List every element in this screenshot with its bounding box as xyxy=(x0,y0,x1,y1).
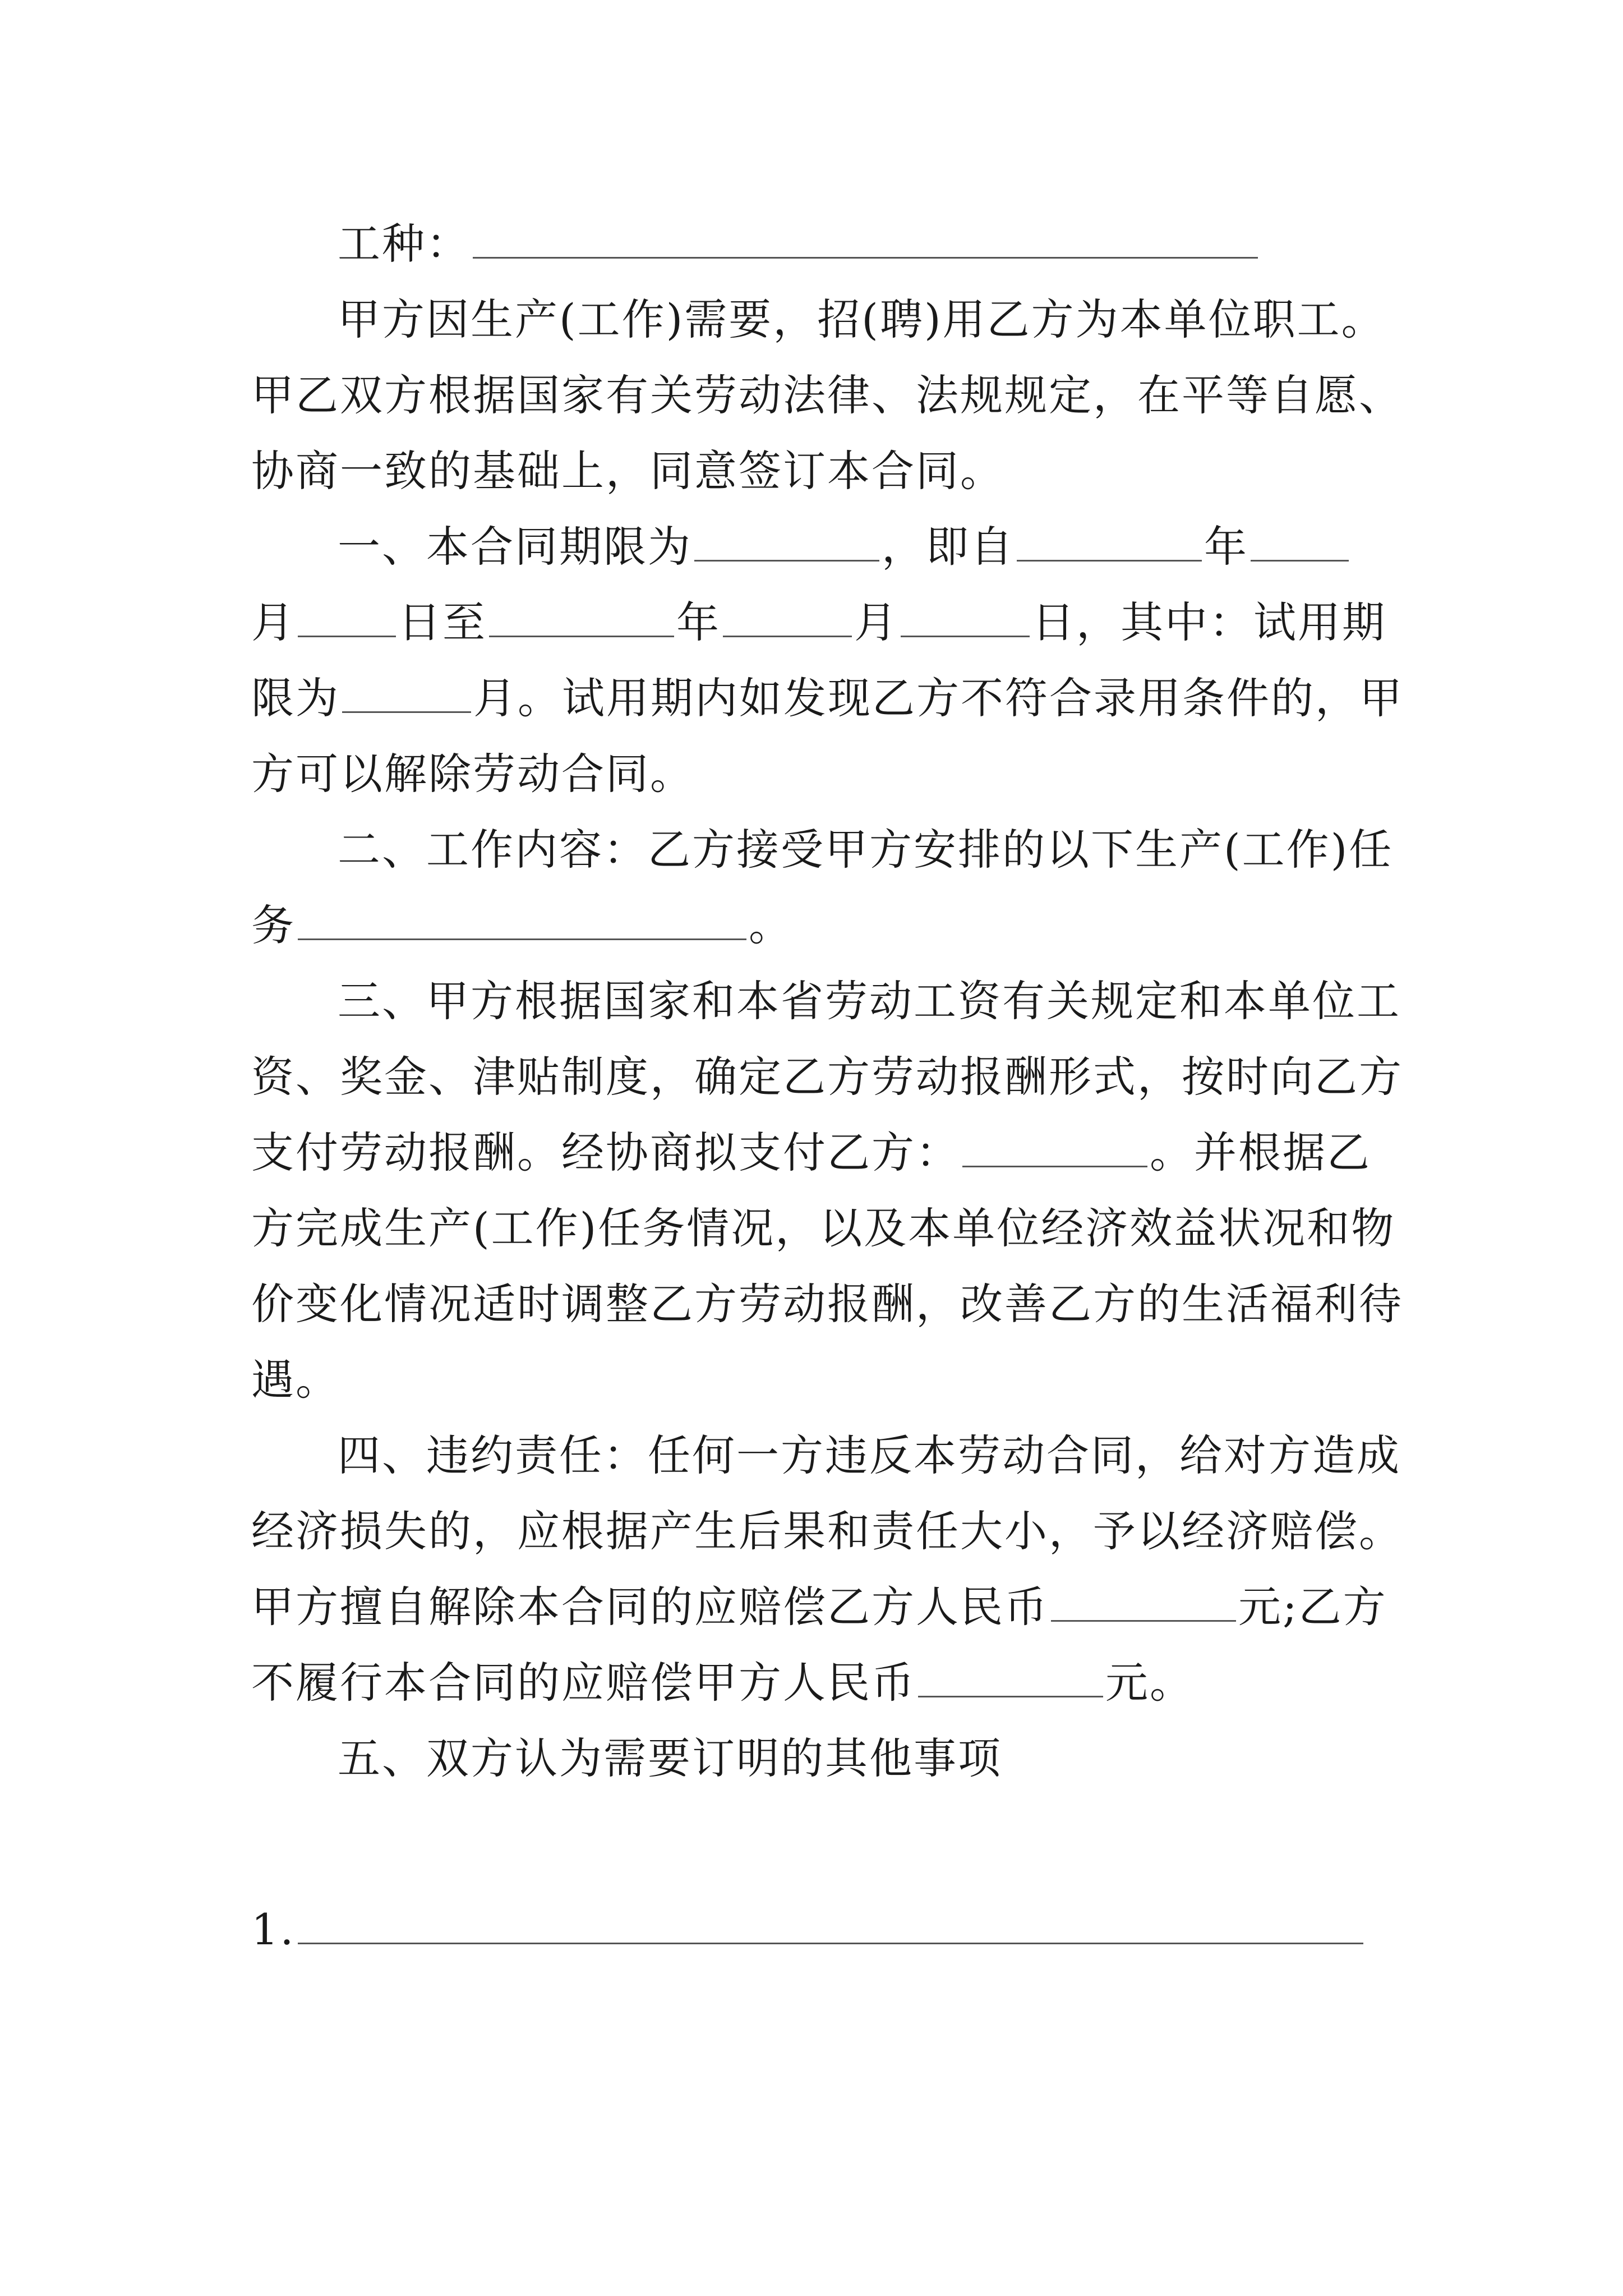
s4-l3a: 甲方擅自解除本合同的应赔偿乙方人民币 xyxy=(251,1582,1049,1632)
s3-line-2: 资、奖金、津贴制度，确定乙方劳动报酬形式，按时向乙方 xyxy=(251,1052,1403,1102)
job-type-blank[interactable] xyxy=(473,223,1258,259)
s1-j: 月。试用期内如发现乙方不符合录用条件的，甲 xyxy=(473,673,1404,723)
s1-line-2 xyxy=(251,595,1386,651)
intro-line-1: 甲方因生产(工作)需要，招(聘)用乙方为本单位职工。 xyxy=(338,295,1386,344)
start-year-blank[interactable] xyxy=(1017,526,1202,562)
s1-c: 年 xyxy=(1204,522,1248,572)
s1-line-3 xyxy=(251,670,1404,726)
s1-e: 日至 xyxy=(398,597,487,647)
s1-d: 月 xyxy=(251,597,296,647)
s4-l4a: 不履行本合同的应赔偿甲方人民币 xyxy=(251,1658,916,1708)
end-day-blank[interactable] xyxy=(901,602,1030,637)
s3-line-1: 三、甲方根据国家和本省劳动工资有关规定和本单位工 xyxy=(338,976,1401,1026)
s4-line-4 xyxy=(251,1655,1194,1711)
s3-line-3 xyxy=(251,1125,1371,1181)
s2-line-1: 二、工作内容：乙方接受甲方安排的以下生产(工作)任 xyxy=(338,825,1394,875)
job-type-label: 工种： xyxy=(338,219,471,269)
s3-l3a: 支付劳动报酬。经协商拟支付乙方： xyxy=(251,1128,960,1177)
start-day-blank[interactable] xyxy=(298,602,396,637)
term-blank[interactable] xyxy=(694,526,879,562)
s5-item-1-number: 1. xyxy=(251,1904,296,1954)
probation-blank[interactable] xyxy=(342,678,471,713)
s1-i: 限为 xyxy=(251,673,340,723)
s1-a: 一、本合同期限为 xyxy=(338,522,692,572)
s2-b: 务 xyxy=(251,900,296,950)
intro-line-2: 甲乙双方根据国家有关劳动法律、法规规定，在平等自愿、 xyxy=(251,370,1403,420)
task-blank[interactable] xyxy=(298,905,746,940)
s4-line-2: 经济损失的，应根据产生后果和责任大小，予以经济赔偿。 xyxy=(251,1506,1403,1556)
s1-g: 月 xyxy=(854,597,898,647)
s3-line-4: 方完成生产(工作)任务情况，以及本单位经济效益状况和物 xyxy=(251,1203,1396,1253)
s1-line-1 xyxy=(338,519,1351,575)
other-matters-blank-1[interactable] xyxy=(298,1909,1363,1944)
employee-compensation-blank[interactable] xyxy=(918,1662,1103,1697)
job-type-line xyxy=(338,216,1260,272)
s4-l4b: 元。 xyxy=(1105,1658,1194,1708)
s5-title: 五、双方认为需要订明的其他事项 xyxy=(338,1733,1002,1783)
s1-h: 日，其中：试用期 xyxy=(1032,597,1386,647)
s1-f: 年 xyxy=(676,597,721,647)
end-year-blank[interactable] xyxy=(489,602,674,637)
s4-l3b: 元;乙方 xyxy=(1238,1582,1387,1632)
s5-item-1 xyxy=(251,1902,1366,1958)
s1-b: ，即自 xyxy=(882,522,1015,572)
s2-line-2 xyxy=(251,898,793,954)
s3-line-6: 遇。 xyxy=(251,1355,340,1405)
pay-blank[interactable] xyxy=(962,1132,1147,1167)
employer-compensation-blank[interactable] xyxy=(1051,1586,1236,1622)
s4-line-3 xyxy=(251,1579,1387,1635)
start-month-blank[interactable] xyxy=(1251,526,1349,562)
s3-line-5: 价变化情况适时调整乙方劳动报酬，改善乙方的生活福利待 xyxy=(251,1279,1403,1329)
s2-c: 。 xyxy=(749,900,793,950)
s3-l3b: 。并根据乙 xyxy=(1150,1128,1371,1177)
intro-line-3: 协商一致的基础上，同意签订本合同。 xyxy=(251,446,1004,496)
s4-line-1: 四、违约责任：任何一方违反本劳动合同，给对方造成 xyxy=(338,1430,1401,1480)
end-month-blank[interactable] xyxy=(723,602,852,637)
s1-line-4: 方可以解除劳动合同。 xyxy=(251,749,694,799)
